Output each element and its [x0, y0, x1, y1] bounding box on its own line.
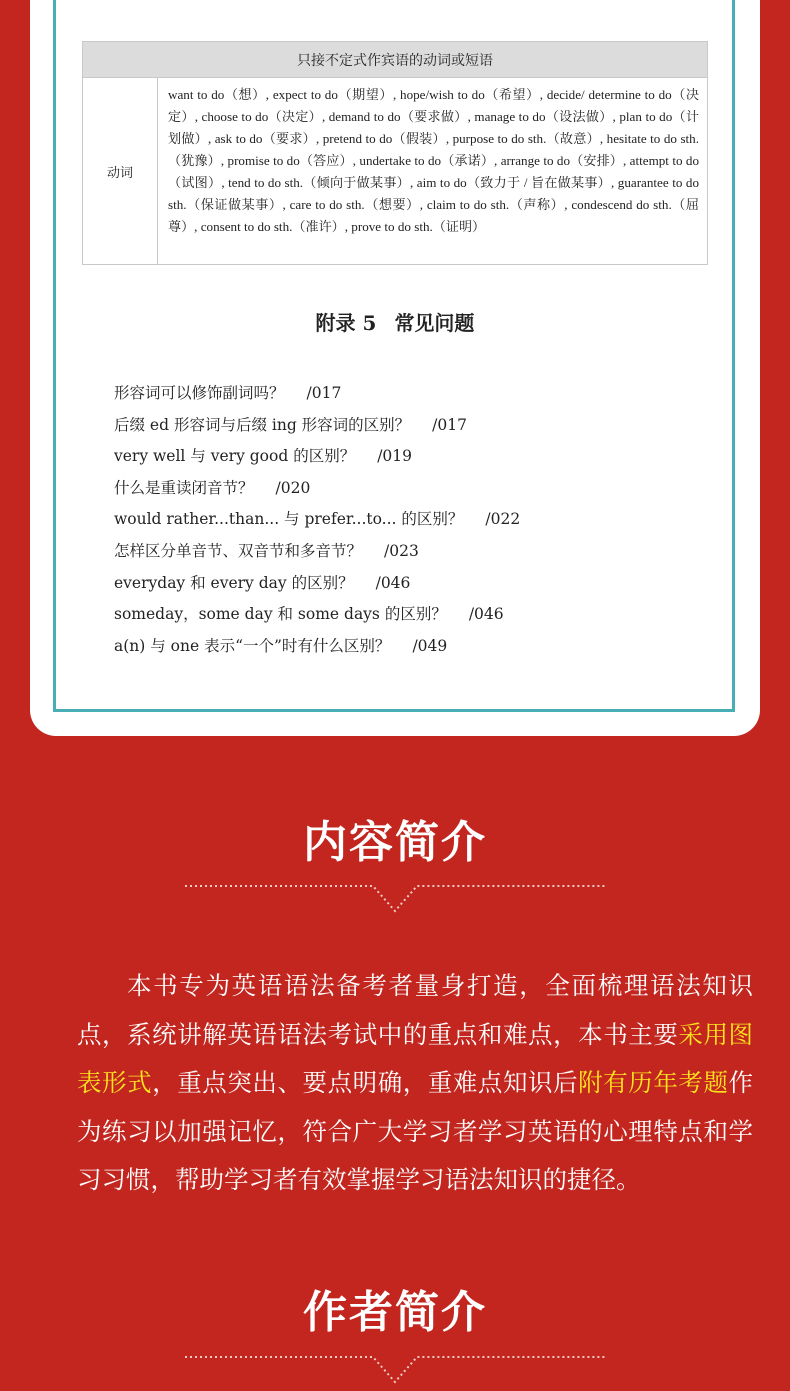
question-text: would rather...than... 与 prefer...to... 的区别？	[114, 510, 464, 529]
page-ref: /046	[375, 573, 411, 592]
question-text: 什么是重读闭音节？	[114, 478, 254, 497]
page-ref: /049	[412, 636, 448, 655]
appendix-title	[0, 307, 790, 336]
question-text: 怎样区分单音节、双音节和多音节？	[114, 541, 363, 560]
list-item	[114, 378, 520, 410]
page-ref: /017	[432, 415, 467, 434]
author-title: 作者简介	[303, 1287, 487, 1338]
intro-text-part1: 本书专为英语语法备考者量身打造，全面梳理语法知识点，系统讲解英语语法考试中的重点和难点，本书主要	[77, 971, 753, 1049]
page-ref: /046	[468, 605, 504, 624]
page-ref: /017	[306, 384, 342, 402]
question-text: everyday 和 every day 的区别？	[114, 573, 354, 592]
author-divider	[183, 1346, 607, 1386]
question-list	[114, 378, 520, 662]
question-text: 形容词可以修饰副词吗？	[114, 384, 285, 402]
list-item	[114, 410, 520, 442]
list-item	[114, 504, 520, 536]
table-header: 只接不定式作宾语的动词或短语	[83, 42, 707, 78]
list-item	[114, 599, 520, 631]
table-row-content: want to do（想）, expect to do（期望）, hope/wish to do（希望）, decide/ determine to do（决定）, choose to do（决定）, demand to do（要求做）, manage to do（设法做）, plan to do（计划做）, ask to do（要求）, pretend to do（假装）, purpose to do sth.（故意）, hesitate to do sth.（犹豫）, promise to do（答应）, undertake to do（承诺）, arrange to do（安排）, attempt to do（试图）, tend to do sth.（倾向于做某事）, aim to do（致力于 / 旨在做某事）, guarantee to do sth.（保证做某事）, care to do sth.（想要）, claim to do sth.（声称）, condescend do sth.（屈尊）, consent to do sth.（准许）, prove to do sth.（证明）	[168, 87, 699, 234]
intro-highlight-2: 附有历年考题	[578, 1068, 729, 1097]
question-text: 后缀 ed 形容词与后缀 ing 形容词的区别？	[114, 415, 411, 434]
intro-divider	[183, 875, 607, 915]
intro-paragraph	[77, 962, 753, 1205]
appendix-label: 附录 5	[315, 311, 377, 335]
intro-text-part2: ，重点突出、要点明确，重难点知识后	[152, 1068, 579, 1097]
table-row-label: 动词	[83, 78, 158, 265]
list-item	[114, 536, 520, 568]
page-ref: /019	[377, 447, 413, 466]
intro-highlight-1: 采用图表形式	[77, 1019, 754, 1097]
intro-text-part3: 作为练习以加强记忆，符合广大学习者学习英语的心理特点和学习习惯，帮助学习者有效掌握学习语法知识的捷径。	[77, 1068, 754, 1194]
question-text: very well 与 very good 的区别？	[114, 447, 356, 466]
question-text: a(n) 与 one 表示“一个”时有什么区别？	[114, 636, 391, 655]
verb-table	[82, 41, 708, 265]
appendix-name: 常见问题	[394, 311, 475, 335]
intro-title: 内容简介	[303, 817, 487, 868]
list-item	[114, 568, 520, 600]
page-ref: /020	[275, 478, 311, 497]
list-item	[114, 441, 520, 473]
list-item	[114, 473, 520, 505]
page-ref: /023	[384, 541, 419, 560]
table-row	[83, 78, 707, 265]
question-text: someday，some day 和 some days 的区别？	[114, 605, 447, 624]
list-item	[114, 631, 520, 663]
page-ref: /022	[485, 510, 521, 529]
